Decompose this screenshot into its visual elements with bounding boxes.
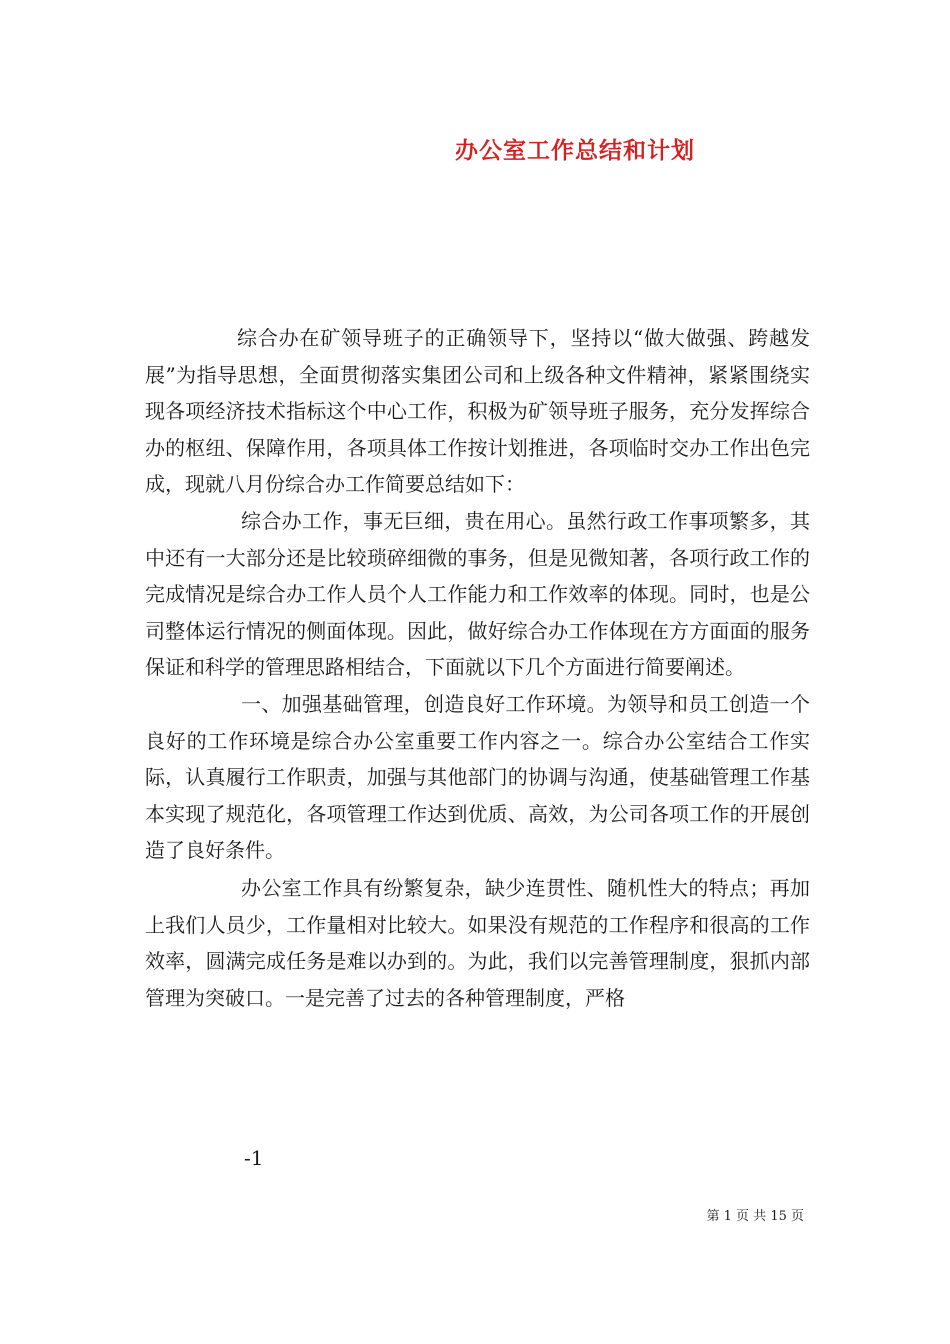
paragraph-3: 一、加强基础管理，创造良好工作环境。为领导和员工创造一个良好的工作环境是综合办公室重要工作内容之一。综合办公室结合工作实际，认真履行工作职责，加强与其他部门的协调与沟通，使基础管理工作基本实现了规范化，各项管理工作达到优质、高效，为公司各项工作的开展创造了良好条件。 [145,691,810,863]
paragraph-1: 综合办在矿领导班子的正确领导下，坚持以“做大做强、跨越发展”为指导思想，全面贯彻落实集团公司和上级各种文件精神，紧紧围绕实现各项经济技术指标这个中心工作，积极为矿领导班子服务，充分发挥综合办的枢纽、保障作用，各项具体工作按计划推进，各项临时交办工作出色完成，现就八月份综合办工作简要总结如下： [145,326,810,497]
document-title [0,132,950,165]
paragraph-2: 综合办工作，事无巨细，贵在用心。虽然行政工作事项繁多，其中还有一大部分还是比较琐碎细微的事务，但是见微知著，各项行政工作的完成情况是综合办工作人员个人工作能力和工作效率的体现。同时，也是公司整体运行情况的侧面体现。因此，做好综合办工作体现在方方面面的服务保证和科学的管理思路相结合，下面就以下几个方面进行简要阐述。 [145,508,810,680]
document-title-text: 办公室工作总结和计划 [455,137,695,164]
page-footer: 第 1 页 共 15 页 [706,1209,804,1224]
page-mark: -1 [244,1146,264,1170]
paragraph-4: 办公室工作具有纷繁复杂，缺少连贯性、随机性大的特点；再加上我们人员少，工作量相对比较大。如果没有规范的工作程序和很高的工作效率，圆满完成任务是难以办到的。为此，我们以完善管理制度，狠抓内部管理为突破口。一是完善了过去的各种管理制度，严格 [145,875,810,1010]
document-body [145,320,810,1016]
